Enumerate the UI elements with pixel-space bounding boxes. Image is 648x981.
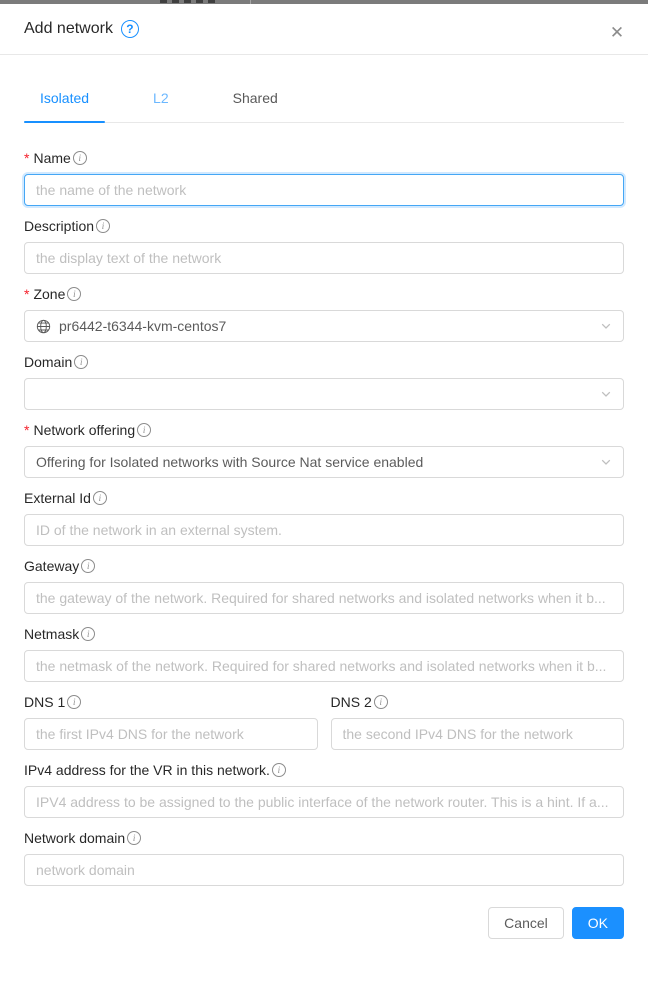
gateway-label-text: Gateway xyxy=(24,558,80,574)
tab-isolated[interactable]: Isolated xyxy=(24,79,105,122)
description-label-text: Description xyxy=(24,218,95,234)
modal-header xyxy=(0,4,648,55)
netmask-label xyxy=(24,623,624,645)
backdrop-artifact xyxy=(196,0,203,3)
info-icon[interactable]: i xyxy=(93,491,107,505)
external-id-form-item xyxy=(24,487,624,546)
network-offering-select[interactable] xyxy=(24,446,624,478)
tab-bar xyxy=(24,79,624,123)
network-domain-label xyxy=(24,827,624,849)
add-network-modal xyxy=(0,4,648,981)
ok-button[interactable]: OK xyxy=(572,907,624,939)
zone-select[interactable] xyxy=(24,310,624,342)
info-icon[interactable]: i xyxy=(374,695,388,709)
info-icon[interactable]: i xyxy=(74,355,88,369)
network-offering-form-item xyxy=(24,419,624,478)
netmask-form-item xyxy=(24,623,624,682)
dns2-label xyxy=(331,691,625,713)
dns1-label xyxy=(24,691,318,713)
dns2-form-item xyxy=(331,691,625,750)
gateway-label xyxy=(24,555,624,577)
domain-form-item xyxy=(24,351,624,410)
vr-ipv4-label xyxy=(24,759,624,781)
netmask-label-text: Netmask xyxy=(24,626,80,642)
info-icon[interactable]: i xyxy=(67,695,81,709)
description-label xyxy=(24,215,624,237)
network-offering-select-value: Offering for Isolated networks with Source Nat service enabled xyxy=(36,454,424,470)
external-id-label-text: External Id xyxy=(24,490,91,506)
info-icon[interactable]: i xyxy=(272,763,286,777)
backdrop-artifact xyxy=(160,0,167,3)
dns1-input[interactable] xyxy=(24,718,318,750)
zone-label xyxy=(24,283,624,305)
info-icon[interactable]: i xyxy=(81,627,95,641)
zone-select-value: pr6442-t6344-kvm-centos7 xyxy=(59,318,227,334)
info-icon[interactable]: i xyxy=(81,559,95,573)
dns-form-row xyxy=(24,691,624,750)
required-asterisk: * xyxy=(24,150,30,166)
network-offering-label xyxy=(24,419,624,441)
name-input[interactable] xyxy=(24,174,624,206)
network-offering-label-text: Network offering xyxy=(33,422,136,438)
description-form-item xyxy=(24,215,624,274)
chevron-down-icon xyxy=(600,320,612,332)
zone-form-item xyxy=(24,283,624,342)
required-asterisk: * xyxy=(24,286,30,302)
backdrop-artifact xyxy=(172,0,179,3)
add-network-form xyxy=(24,123,624,886)
backdrop-artifact xyxy=(184,0,191,3)
domain-label xyxy=(24,351,624,373)
name-label xyxy=(24,147,624,169)
vr-ipv4-form-item xyxy=(24,759,624,818)
chevron-down-icon xyxy=(600,388,612,400)
dns1-form-item xyxy=(24,691,318,750)
netmask-input[interactable] xyxy=(24,650,624,682)
tab-shared[interactable]: Shared xyxy=(232,90,278,106)
gateway-form-item xyxy=(24,555,624,614)
tab-l2[interactable]: L2 xyxy=(153,90,169,106)
name-label-text: Name xyxy=(33,150,71,166)
help-icon[interactable]: ? xyxy=(121,20,139,38)
modal-title xyxy=(24,20,624,38)
required-asterisk: * xyxy=(24,422,30,438)
zone-label-text: Zone xyxy=(33,286,66,302)
info-icon[interactable]: i xyxy=(127,831,141,845)
backdrop-artifact xyxy=(208,0,215,3)
external-id-label xyxy=(24,487,624,509)
info-icon[interactable]: i xyxy=(137,423,151,437)
info-icon[interactable]: i xyxy=(73,151,87,165)
info-icon[interactable]: i xyxy=(67,287,81,301)
modal-body xyxy=(0,55,648,886)
chevron-down-icon xyxy=(600,456,612,468)
description-input[interactable] xyxy=(24,242,624,274)
network-domain-label-text: Network domain xyxy=(24,830,126,846)
external-id-input[interactable] xyxy=(24,514,624,546)
cancel-button[interactable]: Cancel xyxy=(488,907,564,939)
modal-title-text: Add network xyxy=(24,20,113,37)
modal-footer xyxy=(0,895,648,972)
dns2-input[interactable] xyxy=(331,718,625,750)
close-icon[interactable]: ✕ xyxy=(600,16,634,50)
dns1-label-text: DNS 1 xyxy=(24,694,66,710)
network-domain-input[interactable] xyxy=(24,854,624,886)
vr-ipv4-label-text: IPv4 address for the VR in this network. xyxy=(24,762,270,778)
info-icon[interactable]: i xyxy=(96,219,110,233)
domain-select[interactable] xyxy=(24,378,624,410)
domain-label-text: Domain xyxy=(24,354,73,370)
name-form-item xyxy=(24,147,624,206)
globe-icon xyxy=(36,319,51,334)
vr-ipv4-input[interactable] xyxy=(24,786,624,818)
gateway-input[interactable] xyxy=(24,582,624,614)
network-domain-form-item xyxy=(24,827,624,886)
dns2-label-text: DNS 2 xyxy=(330,694,372,710)
